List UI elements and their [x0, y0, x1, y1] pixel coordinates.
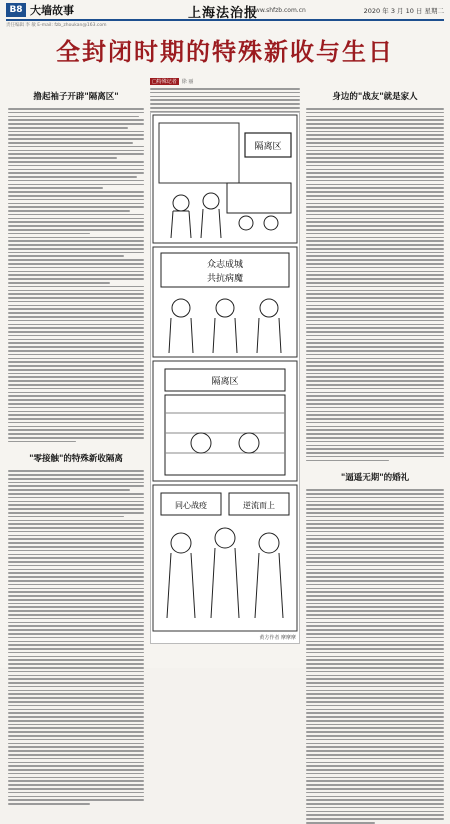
- cartoon-illustration: [150, 112, 300, 644]
- paper-website: www.shfzb.com.cn: [250, 7, 306, 14]
- illustration-sign-2: 隔离区: [211, 377, 239, 387]
- page-number-badge: B8: [6, 3, 26, 17]
- illustration-credit: 黄方作者 摩摩摩: [259, 635, 296, 641]
- page-headline: 全封闭时期的特殊新收与生日: [56, 38, 394, 66]
- illustration-art: [151, 113, 299, 633]
- masthead-sub-info: 责任编辑 李 敏 E-mail: fzb_zhoukan@163.com: [6, 19, 444, 28]
- article-body: [8, 470, 144, 804]
- paper-name: 上海法治报: [188, 6, 259, 21]
- article-title-zero-contact: "零接触"的特殊新收隔离: [29, 454, 123, 465]
- article-body: [8, 108, 144, 442]
- slogan-line-1: 众志成城: [206, 260, 244, 270]
- section-name: 大墙故事: [30, 4, 74, 17]
- slogan-line-2: 共抗病魔: [206, 274, 244, 284]
- issue-date: 2020 年 3 月 10 日 星期二: [363, 7, 444, 15]
- article-body: [306, 489, 444, 823]
- reporter-tag: □特殊记者: [152, 79, 177, 85]
- right-column: [306, 90, 444, 824]
- reporter-byline: 徐 丽: [181, 79, 194, 85]
- article-body: [306, 108, 444, 461]
- article-title-comrades: 身边的"战友"就是家人: [332, 92, 418, 102]
- board-text-1: 同心战疫: [175, 501, 207, 510]
- article-title-wedding: "逼遥无期"的婚礼: [340, 473, 410, 484]
- board-text-2: 逆流而上: [243, 501, 275, 510]
- left-column: [8, 90, 144, 805]
- masthead: [0, 0, 450, 20]
- article-title-isolation-zone: 撸起袖子开辟"隔离区": [33, 92, 119, 102]
- illustration-sign: 隔离区: [254, 142, 282, 152]
